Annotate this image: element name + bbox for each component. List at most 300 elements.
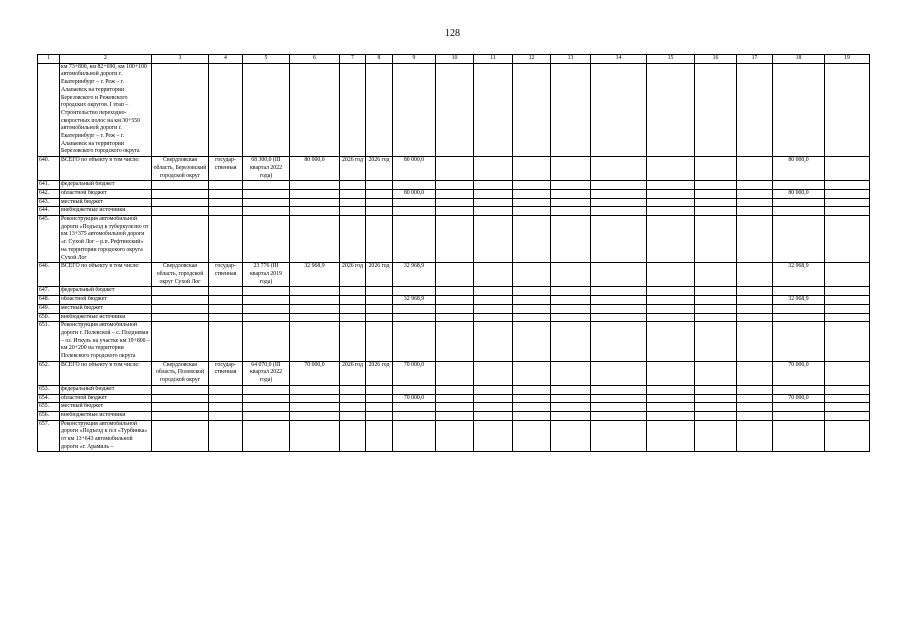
- row-description: км 73+800, км 82+690, км 100+100 автомобильной дороги г. Екатеринбург – г. Реж – г. Алапаевск на территории Березовского и Режевского городских округов. I этап – Строительство переходно-скоростных полос на км 30+550 автомобильной дороги г. Екатеринбург – г. Реж – г. Алапаевск на территории Березовского городского округа: [60, 63, 152, 156]
- table-cell: [243, 207, 290, 216]
- table-cell: 70 000,0: [773, 361, 825, 385]
- table-cell: [290, 304, 340, 313]
- table-cell: [243, 403, 290, 412]
- table-cell: [647, 403, 695, 412]
- table-cell: [695, 198, 737, 207]
- table-cell: [393, 420, 436, 452]
- header-cell: 10: [436, 55, 474, 64]
- table-cell: [366, 313, 393, 322]
- table-cell: [773, 216, 825, 263]
- table-cell: [290, 313, 340, 322]
- header-row: [38, 55, 870, 64]
- table-cell: 70 000,0: [290, 361, 340, 385]
- table-cell: [647, 322, 695, 362]
- row-description: Реконструкция автомобильной дороги «Подъезд к туберкулезно от км 13+375 автомобильной дороги «г. Сухой Лог – р.п. Рефтинский» на территории городского округа Сухой Лог: [60, 216, 152, 263]
- table-cell: [290, 385, 340, 394]
- table-cell: 80 000,0: [393, 157, 436, 181]
- table-cell: [551, 304, 591, 313]
- table-cell: [209, 189, 243, 198]
- table-cell: [647, 411, 695, 420]
- table-cell: [393, 304, 436, 313]
- table-cell: [513, 296, 551, 305]
- table-cell: [825, 296, 870, 305]
- table-cell: [243, 287, 290, 296]
- row-description: ВСЕГО по объекту в том числе:: [60, 361, 152, 385]
- table-cell: Свердловская область, Полевской городской округ: [152, 361, 209, 385]
- table-cell: [647, 287, 695, 296]
- table-cell: [243, 216, 290, 263]
- table-cell: [695, 403, 737, 412]
- table-cell: 2026 год: [366, 361, 393, 385]
- table-cell: [513, 157, 551, 181]
- table-cell: [591, 385, 647, 394]
- table-cell: [243, 394, 290, 403]
- table-cell: [737, 189, 773, 198]
- table-cell: [393, 216, 436, 263]
- table-cell: [209, 385, 243, 394]
- table-cell: [366, 296, 393, 305]
- table-cell: [551, 198, 591, 207]
- table-cell: [290, 198, 340, 207]
- table-row: [38, 304, 870, 313]
- table-cell: [825, 198, 870, 207]
- table-cell: [737, 304, 773, 313]
- table-cell: [366, 63, 393, 156]
- table-cell: [474, 322, 513, 362]
- table-cell: [695, 216, 737, 263]
- row-description: внебюджетные источники: [60, 411, 152, 420]
- table-cell: [513, 420, 551, 452]
- row-number: 644.: [38, 207, 60, 216]
- table-cell: [152, 304, 209, 313]
- table-cell: [243, 296, 290, 305]
- table-cell: [825, 304, 870, 313]
- table-cell: 2026 год: [340, 263, 366, 287]
- table-cell: [152, 207, 209, 216]
- table-cell: [825, 287, 870, 296]
- table-cell: [591, 287, 647, 296]
- table-cell: [290, 216, 340, 263]
- table-cell: [243, 313, 290, 322]
- row-description: федеральный бюджет: [60, 385, 152, 394]
- table-row: [38, 216, 870, 263]
- table-row: [38, 385, 870, 394]
- table-cell: [290, 287, 340, 296]
- table-row: [38, 189, 870, 198]
- table-cell: [695, 287, 737, 296]
- table-cell: [436, 403, 474, 412]
- table-cell: [152, 385, 209, 394]
- table-cell: [695, 420, 737, 452]
- table-cell: [436, 296, 474, 305]
- table-cell: [513, 313, 551, 322]
- table-cell: [474, 157, 513, 181]
- table-cell: [209, 207, 243, 216]
- table-cell: [474, 411, 513, 420]
- header-cell: 19: [825, 55, 870, 64]
- table-cell: [290, 420, 340, 452]
- table-cell: [152, 216, 209, 263]
- table-cell: [825, 420, 870, 452]
- table-cell: [825, 181, 870, 190]
- table-cell: [513, 385, 551, 394]
- table-cell: [152, 296, 209, 305]
- table-cell: [737, 198, 773, 207]
- table-cell: [591, 304, 647, 313]
- table-cell: [737, 385, 773, 394]
- table-cell: [436, 287, 474, 296]
- table-cell: [551, 403, 591, 412]
- table-cell: [647, 263, 695, 287]
- table-cell: [551, 63, 591, 156]
- table-cell: [513, 394, 551, 403]
- table-cell: государ-ственная: [209, 157, 243, 181]
- table-cell: [591, 181, 647, 190]
- table-cell: [825, 189, 870, 198]
- table-cell: [513, 361, 551, 385]
- row-number: 655.: [38, 403, 60, 412]
- table-cell: 80 000,0: [773, 157, 825, 181]
- row-description: областной бюджет: [60, 189, 152, 198]
- table-cell: [825, 322, 870, 362]
- table-cell: [773, 411, 825, 420]
- row-number: 657.: [38, 420, 60, 452]
- table-cell: [209, 198, 243, 207]
- table-cell: [152, 63, 209, 156]
- row-number: 656.: [38, 411, 60, 420]
- table-cell: [695, 385, 737, 394]
- table-cell: [209, 313, 243, 322]
- table-cell: [393, 322, 436, 362]
- table-cell: [695, 63, 737, 156]
- table-cell: [737, 157, 773, 181]
- table-cell: [436, 313, 474, 322]
- table-cell: [773, 304, 825, 313]
- table-cell: [647, 216, 695, 263]
- row-description: местный бюджет: [60, 304, 152, 313]
- table-cell: [737, 207, 773, 216]
- table-cell: [513, 322, 551, 362]
- table-cell: [773, 322, 825, 362]
- table-cell: [773, 313, 825, 322]
- table-cell: [825, 157, 870, 181]
- row-description: федеральный бюджет: [60, 287, 152, 296]
- table-cell: 23 776 (III квартал 2019 года): [243, 263, 290, 287]
- table-cell: [695, 157, 737, 181]
- row-number: [38, 63, 60, 156]
- table-cell: [737, 420, 773, 452]
- row-number: 647.: [38, 287, 60, 296]
- table-cell: 68 300,0 (III квартал 2022 года): [243, 157, 290, 181]
- table-cell: [290, 403, 340, 412]
- table-cell: [209, 411, 243, 420]
- table-cell: [209, 181, 243, 190]
- table-row: [38, 287, 870, 296]
- row-number: 653.: [38, 385, 60, 394]
- table-cell: государ-ственная: [209, 263, 243, 287]
- table-cell: [825, 263, 870, 287]
- header-cell: 6: [290, 55, 340, 64]
- table-cell: [647, 296, 695, 305]
- table-cell: [737, 216, 773, 263]
- table-cell: [436, 263, 474, 287]
- table-cell: [340, 181, 366, 190]
- table-cell: [551, 394, 591, 403]
- table-cell: 2026 год: [366, 157, 393, 181]
- row-number: 650.: [38, 313, 60, 322]
- table-cell: [825, 63, 870, 156]
- table-cell: [513, 63, 551, 156]
- header-cell: 5: [243, 55, 290, 64]
- table-cell: [513, 189, 551, 198]
- table-cell: [474, 296, 513, 305]
- table-cell: [695, 263, 737, 287]
- table-cell: [393, 207, 436, 216]
- table-cell: [647, 313, 695, 322]
- table-cell: [591, 403, 647, 412]
- table-cell: [825, 403, 870, 412]
- table-cell: [591, 394, 647, 403]
- table-cell: 64 070,0 (III квартал 2022 года): [243, 361, 290, 385]
- table-cell: [436, 63, 474, 156]
- table-cell: [290, 63, 340, 156]
- table-cell: [773, 181, 825, 190]
- table-cell: [290, 296, 340, 305]
- table-cell: [474, 403, 513, 412]
- table-row: [38, 313, 870, 322]
- row-number: 648.: [38, 296, 60, 305]
- table-cell: [695, 181, 737, 190]
- table-cell: [436, 189, 474, 198]
- table-cell: [366, 304, 393, 313]
- table-cell: [290, 394, 340, 403]
- table-cell: 2026 год: [340, 361, 366, 385]
- table-cell: [695, 296, 737, 305]
- table-cell: [340, 394, 366, 403]
- table-cell: [737, 394, 773, 403]
- table-cell: [591, 157, 647, 181]
- table-cell: [209, 296, 243, 305]
- table-row: [38, 263, 870, 287]
- table-cell: [551, 263, 591, 287]
- table-cell: [393, 411, 436, 420]
- table-cell: [647, 198, 695, 207]
- table-cell: [647, 207, 695, 216]
- table-cell: [773, 63, 825, 156]
- table-cell: [474, 207, 513, 216]
- table-cell: [474, 263, 513, 287]
- table-cell: [551, 181, 591, 190]
- table-cell: [591, 63, 647, 156]
- row-number: 651.: [38, 322, 60, 362]
- table-cell: [340, 313, 366, 322]
- table-cell: [695, 189, 737, 198]
- table-cell: [647, 181, 695, 190]
- row-number: 649.: [38, 304, 60, 313]
- table-cell: [393, 403, 436, 412]
- row-number: 643.: [38, 198, 60, 207]
- table-cell: [513, 181, 551, 190]
- table-cell: [551, 296, 591, 305]
- table-cell: [591, 322, 647, 362]
- header-cell: 8: [366, 55, 393, 64]
- table-cell: [290, 207, 340, 216]
- table-cell: [152, 287, 209, 296]
- table-cell: [393, 181, 436, 190]
- table-cell: [737, 181, 773, 190]
- table-cell: [474, 304, 513, 313]
- table-cell: [243, 420, 290, 452]
- table-row: [38, 420, 870, 452]
- table-row: [38, 403, 870, 412]
- table-cell: [366, 207, 393, 216]
- header-cell: 16: [695, 55, 737, 64]
- table-cell: [366, 181, 393, 190]
- row-description: федеральный бюджет: [60, 181, 152, 190]
- table-cell: [243, 322, 290, 362]
- table-cell: [647, 420, 695, 452]
- header-cell: 11: [474, 55, 513, 64]
- table-row: [38, 198, 870, 207]
- header-cell: 18: [773, 55, 825, 64]
- table-cell: [695, 322, 737, 362]
- table-cell: [773, 198, 825, 207]
- table-cell: [825, 313, 870, 322]
- table-cell: [340, 304, 366, 313]
- table-cell: [393, 63, 436, 156]
- header-cell: 14: [591, 55, 647, 64]
- table-cell: [551, 385, 591, 394]
- table-cell: [647, 304, 695, 313]
- table-cell: [591, 361, 647, 385]
- table-cell: [591, 313, 647, 322]
- table-cell: [695, 361, 737, 385]
- table-cell: [436, 216, 474, 263]
- table-cell: [152, 394, 209, 403]
- table-cell: [340, 411, 366, 420]
- table-cell: [436, 181, 474, 190]
- table-cell: [366, 411, 393, 420]
- table-cell: [513, 304, 551, 313]
- table-row: [38, 361, 870, 385]
- table-cell: [340, 198, 366, 207]
- page-number: 128: [445, 28, 460, 39]
- table-row: [38, 157, 870, 181]
- table-cell: [340, 296, 366, 305]
- table-cell: 32 968,9: [393, 296, 436, 305]
- table-cell: [209, 304, 243, 313]
- row-description: внебюджетные источники: [60, 207, 152, 216]
- table-cell: 70 000,0: [393, 394, 436, 403]
- table-cell: [340, 63, 366, 156]
- table-cell: [366, 385, 393, 394]
- table-cell: [591, 207, 647, 216]
- table-cell: [209, 394, 243, 403]
- table-cell: [551, 361, 591, 385]
- table-cell: 80 000,0: [393, 189, 436, 198]
- table-cell: [737, 63, 773, 156]
- table-cell: [436, 420, 474, 452]
- table-cell: [551, 157, 591, 181]
- table-cell: [340, 322, 366, 362]
- table-cell: [825, 361, 870, 385]
- table-cell: [737, 322, 773, 362]
- header-cell: 2: [60, 55, 152, 64]
- header-cell: 1: [38, 55, 60, 64]
- table-cell: [551, 216, 591, 263]
- table-cell: государ-ственная: [209, 361, 243, 385]
- table-cell: [393, 385, 436, 394]
- table-cell: [695, 304, 737, 313]
- table-cell: [340, 207, 366, 216]
- table-cell: [152, 313, 209, 322]
- table-cell: [209, 216, 243, 263]
- table-cell: [340, 287, 366, 296]
- table-cell: [474, 216, 513, 263]
- row-description: Реконструкция автомобильной дороги «Подъезд к п/л «Турбинка» от км 13+643 автомобильной дороги «г. Арамиль –: [60, 420, 152, 452]
- table-cell: [825, 216, 870, 263]
- table-cell: [436, 361, 474, 385]
- table-cell: [366, 394, 393, 403]
- table-cell: [737, 411, 773, 420]
- table-cell: [737, 296, 773, 305]
- table-cell: [152, 189, 209, 198]
- table-cell: 70 000,0: [773, 394, 825, 403]
- table-cell: Свердловская область, Березовский городской округ: [152, 157, 209, 181]
- table-cell: [591, 216, 647, 263]
- table-cell: [152, 322, 209, 362]
- table-cell: [290, 181, 340, 190]
- table-cell: [290, 322, 340, 362]
- table-cell: 2026 год: [366, 263, 393, 287]
- table-cell: [340, 403, 366, 412]
- table-cell: [551, 322, 591, 362]
- table-cell: [695, 394, 737, 403]
- table-cell: [366, 287, 393, 296]
- table-cell: [647, 157, 695, 181]
- table-cell: [591, 189, 647, 198]
- table-cell: [773, 420, 825, 452]
- table-cell: [647, 385, 695, 394]
- header-cell: 12: [513, 55, 551, 64]
- table-cell: [152, 420, 209, 452]
- table-row: [38, 411, 870, 420]
- table-cell: [243, 198, 290, 207]
- row-description: областной бюджет: [60, 296, 152, 305]
- table-cell: 32 968,9: [290, 263, 340, 287]
- table-cell: [551, 411, 591, 420]
- row-description: ВСЕГО по объекту в том числе:: [60, 263, 152, 287]
- table-cell: [737, 287, 773, 296]
- table-cell: [243, 411, 290, 420]
- table-cell: [290, 189, 340, 198]
- table-cell: [340, 189, 366, 198]
- table-cell: [551, 313, 591, 322]
- table-cell: [513, 287, 551, 296]
- table-cell: [737, 263, 773, 287]
- table-cell: [695, 207, 737, 216]
- table-cell: Свердловская область, городской округ Сухой Лог: [152, 263, 209, 287]
- table-row: [38, 181, 870, 190]
- table-row: [38, 63, 870, 156]
- table-cell: [591, 411, 647, 420]
- header-cell: 9: [393, 55, 436, 64]
- row-number: 640.: [38, 157, 60, 181]
- table-cell: [209, 287, 243, 296]
- table-cell: [513, 403, 551, 412]
- table-body: [38, 55, 870, 452]
- table-cell: [436, 322, 474, 362]
